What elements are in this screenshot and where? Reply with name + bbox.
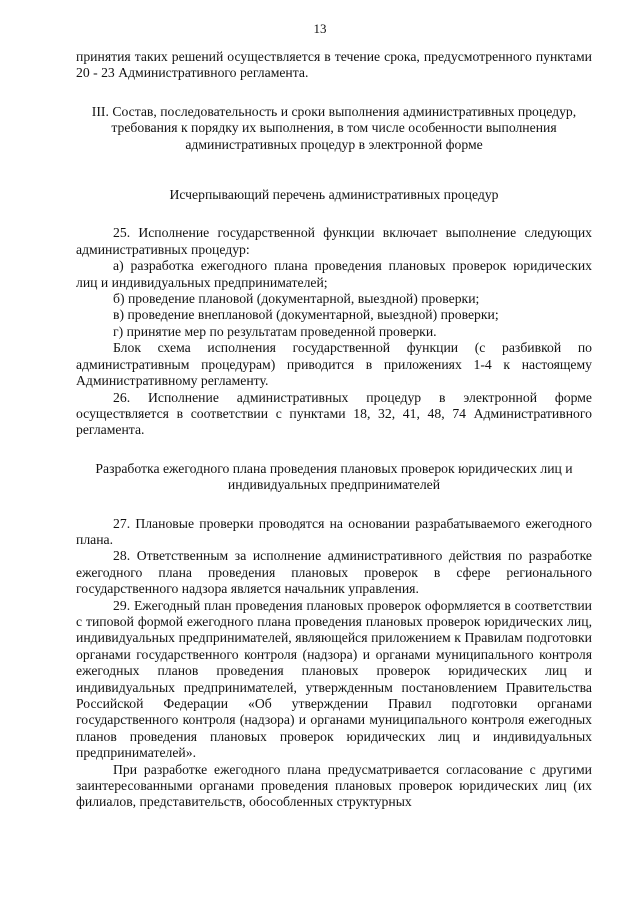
procedures-heading: Исчерпывающий перечень административных процедур — [169, 187, 499, 203]
document-body — [76, 49, 592, 811]
annual-plan-subheading: Разработка ежегодного плана проведения плановых проверок юридических лиц и индивидуальных предпринимателей — [95, 460, 573, 493]
list-item-b: б) проведение плановой (документарной, выездной) проверки; — [113, 291, 480, 307]
paragraph-27: 27. Плановые проверки проводятся на основании разрабатываемого ежегодного плана. — [76, 515, 592, 547]
paragraph-26: 26. Исполнение административных процедур в электронной форме осуществляется в соответствии с пунктами 18, 32, 41, 48, 74 Административного регламента. — [76, 389, 592, 438]
block-scheme-paragraph: Блок схема исполнения государственной функции (с разбивкой по административным процедурам) приводится в приложениях 1-4 к настоящему Административному регламенту. — [76, 340, 592, 389]
continuation-paragraph: принятия таких решений осуществляется в течение срока, предусмотренного пунктами 20 - 23 Административного регламента. — [76, 49, 592, 81]
list-item-v: в) проведение внеплановой (документарной, выездной) проверки; — [113, 307, 499, 323]
paragraph-29: 29. Ежегодный план проведения плановых проверок оформляется в соответствии с типовой формой ежегодного плана проведения плановых проверок юридических лиц, индивидуальных предпринимателей, являющейся приложением к Правилам подготовки органами государственного контроля (надзора) и органами муниципального контроля ежегодных планов проведения плановых проверок юридических лиц и индивидуальных предпринимателей, утвержденным постановлением Правительства Российской Федерации «Об утверждении Правил подготовки органами государственного контроля (надзора) и органами муниципального контроля ежегодных планов проведения плановых проверок юридических лиц и индивидуальных предпринимателей». — [76, 597, 592, 761]
page-number: 13 — [313, 21, 327, 36]
paragraph-28: 28. Ответственным за исполнение административного действия по разработке ежегодного плана проведения плановых проверок в сфере регионального государственного надзора является начальник управления. — [76, 548, 592, 597]
section-title: III. Состав, последовательность и сроки выполнения административных процедур, требования к порядку их выполнения, в том числе особенности выполнения административных процедур в электронной форме — [91, 103, 577, 152]
paragraph-25: 25. Исполнение государственной функции включает выполнение следующих административных процедур: — [76, 225, 592, 257]
list-item-a: а) разработка ежегодного плана проведения плановых проверок юридических лиц и индивидуальных предпринимателей; — [76, 258, 592, 290]
approval-paragraph: При разработке ежегодного плана предусматривается согласование с другими заинтересованными органами проведения плановых проверок юридических лиц (их филиалов, представительств, обособленных структурных — [76, 761, 592, 810]
list-item-g: г) принятие мер по результатам проведенной проверки. — [113, 323, 437, 339]
